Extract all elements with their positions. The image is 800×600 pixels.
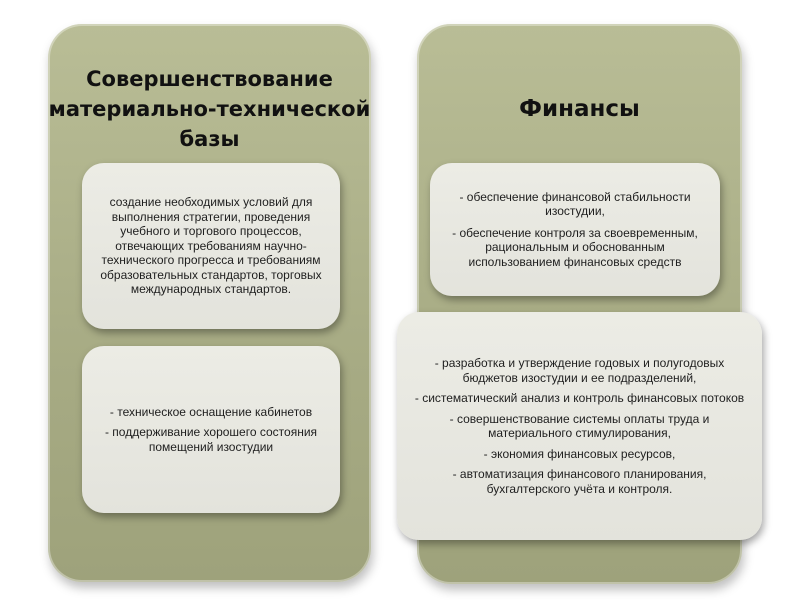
left-box-item: - поддерживание хорошего состояния помещений изостудии	[104, 425, 318, 454]
right-box-item: - обеспечение контроля за своевременным, рациональным и обоснованным использованием финансовых средств	[452, 225, 698, 269]
left-box-equipment	[82, 346, 340, 513]
left-box-item: - техническое оснащение кабинетов	[109, 404, 313, 419]
right-box-item: - разработка и утверждение годовых и полугодовых бюджетов изостудии и ее подразделений,	[434, 356, 725, 385]
right-box-budget	[397, 312, 762, 540]
right-box-item: - систематический анализ и контроль финансовых потоков	[414, 391, 745, 405]
left-box-conditions-text: создание необходимых условий для выполнения стратегии, проведения учебного и торгового процессов, отвечающих требованиям научно-технического прогресса и требованиям образовательных стандартов, торговых международных стандартов.	[100, 195, 322, 297]
left-panel-title: Совершенствование материально-технической базы	[48, 67, 371, 151]
right-box-item: - обеспечение финансовой стабильности изостудии,	[459, 189, 691, 219]
right-box-item: - экономия финансовых ресурсов,	[483, 446, 676, 461]
right-box-item: - совершенствование системы оплаты труда и материального стимулирования,	[449, 411, 710, 440]
right-box-item: - автоматизация финансового планирования, бухгалтерского учёта и контроля.	[452, 467, 707, 496]
right-box-stability	[430, 163, 720, 296]
right-panel-title: Финансы	[519, 96, 640, 122]
left-box-conditions	[82, 163, 340, 329]
